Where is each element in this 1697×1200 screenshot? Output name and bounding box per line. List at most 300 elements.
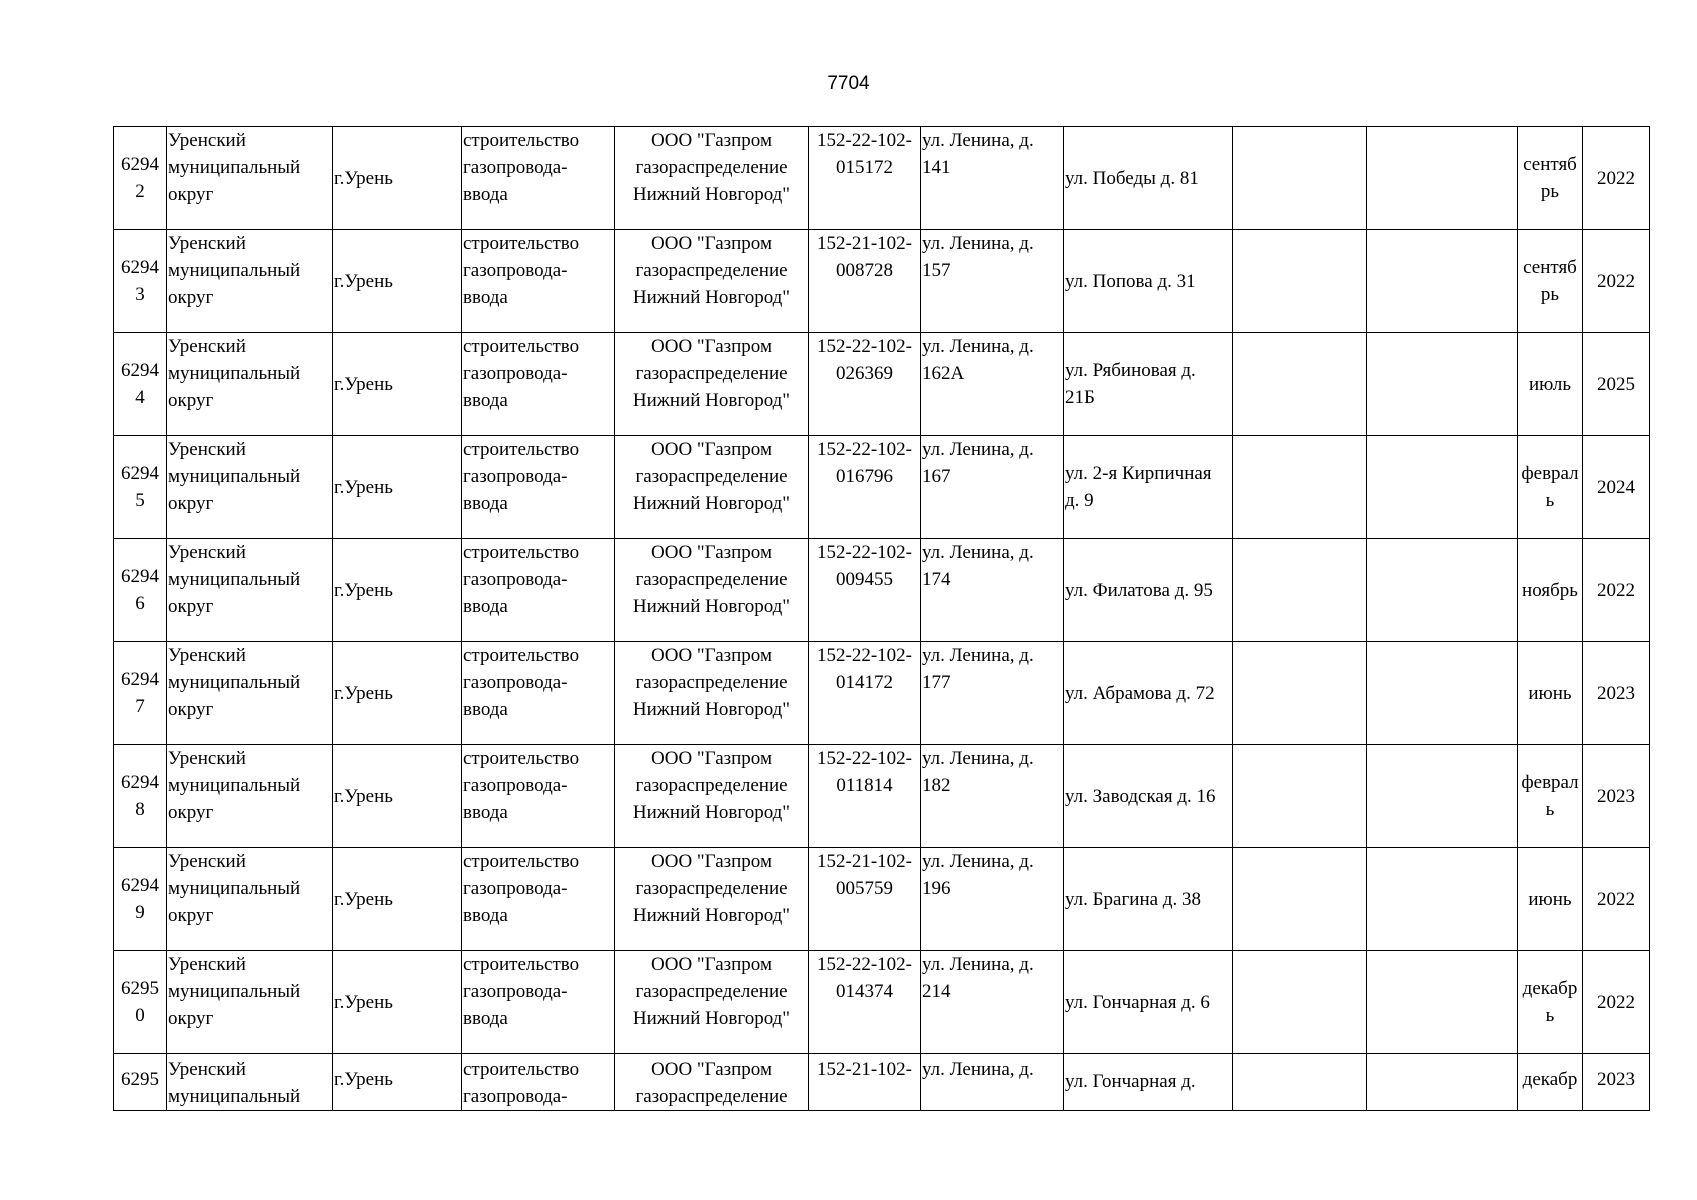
settlement-cell: г.Урень xyxy=(333,848,462,951)
district-cell-line: муниципальный xyxy=(168,260,301,281)
address-to-cell xyxy=(1064,1054,1233,1111)
work-type-cell xyxy=(462,127,615,230)
work-type-cell-line: ввода xyxy=(463,1008,508,1029)
work-type-cell-line: строительство xyxy=(463,336,580,357)
year-cell: 2022 xyxy=(1583,848,1650,951)
organization-cell-line: Нижний Новгород" xyxy=(632,802,791,823)
empty-cell xyxy=(1367,333,1518,436)
organization-cell-line: ООО "Газпром xyxy=(651,233,772,254)
district-cell-line: округ xyxy=(168,905,214,926)
work-type-cell-line: строительство xyxy=(463,645,580,666)
year-cell: 2022 xyxy=(1583,539,1650,642)
work-type-cell xyxy=(462,1054,615,1111)
application-number-cell xyxy=(809,539,921,642)
address-to-cell xyxy=(1064,848,1233,951)
work-type-cell-line: строительство xyxy=(463,748,580,769)
settlement-cell: г.Урень xyxy=(333,642,462,745)
settlement-cell: г.Урень xyxy=(333,539,462,642)
address-to-cell xyxy=(1064,539,1233,642)
month-cell-line: ь xyxy=(1545,799,1555,820)
empty-cell xyxy=(1367,539,1518,642)
work-type-cell xyxy=(462,951,615,1054)
district-cell-line: Уренский xyxy=(168,233,246,254)
address-to-cell-line: ул. Гончарная д. xyxy=(1065,1071,1196,1092)
month-cell xyxy=(1518,127,1583,230)
year-cell: 2023 xyxy=(1583,1054,1650,1111)
work-type-cell xyxy=(462,848,615,951)
address-to-cell xyxy=(1064,642,1233,745)
organization-cell-line: газораспределение xyxy=(635,157,788,178)
empty-cell xyxy=(1233,951,1367,1054)
district-cell xyxy=(167,127,333,230)
address-from-cell-line: ул. Ленина, д. xyxy=(922,233,1034,254)
application-number-cell-line: 008728 xyxy=(836,260,893,281)
district-cell-line: округ xyxy=(168,596,214,617)
empty-cell xyxy=(1233,848,1367,951)
address-to-cell-line: ул. Филатова д. 95 xyxy=(1065,579,1213,601)
organization-cell-line: ООО "Газпром xyxy=(651,130,772,151)
address-from-cell xyxy=(921,1054,1064,1111)
work-type-cell-line: газопровода- xyxy=(463,672,568,693)
address-to-cell-line: ул. Абрамова д. 72 xyxy=(1065,682,1215,704)
work-type-cell xyxy=(462,642,615,745)
organization-cell-line: Нижний Новгород" xyxy=(632,596,791,617)
address-from-cell-line: 214 xyxy=(922,981,951,1002)
work-type-cell-line: строительство xyxy=(463,439,580,460)
table-row xyxy=(114,642,1650,745)
empty-cell xyxy=(1367,127,1518,230)
address-from-cell-line: ул. Ленина, д. xyxy=(922,645,1034,666)
empty-cell xyxy=(1233,127,1367,230)
record-number-line: 6294 xyxy=(121,257,159,278)
work-type-cell xyxy=(462,230,615,333)
address-to-cell xyxy=(1064,436,1233,539)
month-cell-line: феврал xyxy=(1521,463,1579,484)
work-type-cell xyxy=(462,745,615,848)
application-number-cell-line: 152-22-102- xyxy=(817,954,912,975)
district-cell-line: Уренский xyxy=(168,130,246,151)
record-number xyxy=(114,745,167,848)
address-from-cell-line: ул. Ленина, д. xyxy=(922,336,1034,357)
month-cell xyxy=(1518,333,1583,436)
month-cell xyxy=(1518,436,1583,539)
application-number-cell xyxy=(809,745,921,848)
month-cell xyxy=(1518,1054,1583,1111)
month-cell-line: декабр xyxy=(1522,978,1578,999)
district-cell xyxy=(167,848,333,951)
application-number-cell-line: 152-22-102- xyxy=(817,130,912,151)
work-type-cell-line: газопровода- xyxy=(463,569,568,590)
district-cell xyxy=(167,642,333,745)
work-type-cell xyxy=(462,539,615,642)
address-to-cell xyxy=(1064,127,1233,230)
address-from-cell xyxy=(921,745,1064,848)
year-cell: 2023 xyxy=(1583,745,1650,848)
work-type-cell-line: ввода xyxy=(463,596,508,617)
month-cell xyxy=(1518,951,1583,1054)
district-cell-line: муниципальный xyxy=(168,466,301,487)
application-number-cell-line: 152-22-102- xyxy=(817,542,912,563)
address-to-cell xyxy=(1064,745,1233,848)
settlement-cell: г.Урень xyxy=(333,745,462,848)
district-cell-line: округ xyxy=(168,1008,214,1029)
address-to-cell-line: ул. Гончарная д. 6 xyxy=(1065,991,1210,1013)
organization-cell-line: газораспределение xyxy=(635,260,788,281)
record-number-line: 6294 xyxy=(121,875,159,896)
district-cell-line: Уренский xyxy=(168,748,246,769)
organization-cell xyxy=(615,436,809,539)
address-from-cell xyxy=(921,539,1064,642)
empty-cell xyxy=(1233,333,1367,436)
address-to-cell-line: ул. Победы д. 81 xyxy=(1065,167,1199,189)
month-cell-line: рь xyxy=(1540,284,1560,305)
organization-cell xyxy=(615,951,809,1054)
settlement-cell: г.Урень xyxy=(333,230,462,333)
month-cell-line: июнь xyxy=(1528,682,1572,704)
year-cell: 2022 xyxy=(1583,951,1650,1054)
work-type-cell-line: ввода xyxy=(463,493,508,514)
record-number-line: 6294 xyxy=(121,566,159,587)
application-number-cell xyxy=(809,127,921,230)
organization-cell-line: газораспределение xyxy=(635,363,788,384)
table-row xyxy=(114,745,1650,848)
work-type-cell-line: ввода xyxy=(463,390,508,411)
organization-cell-line: газораспределение xyxy=(635,672,788,693)
district-cell-line: округ xyxy=(168,184,214,205)
record-number-line: 6295 xyxy=(121,978,159,999)
address-from-cell xyxy=(921,230,1064,333)
district-cell-line: Уренский xyxy=(168,954,246,975)
organization-cell-line: ООО "Газпром xyxy=(651,439,772,460)
record-number xyxy=(114,230,167,333)
month-cell-line: июнь xyxy=(1528,888,1572,910)
work-type-cell-line: газопровода- xyxy=(463,878,568,899)
record-number-line: 6294 xyxy=(121,154,159,175)
year-cell: 2024 xyxy=(1583,436,1650,539)
organization-cell-line: газораспределение xyxy=(635,1086,788,1107)
record-number-line: 6294 xyxy=(121,463,159,484)
application-number-cell xyxy=(809,848,921,951)
organization-cell-line: ООО "Газпром xyxy=(651,1059,772,1080)
work-type-cell xyxy=(462,333,615,436)
record-number-line: 2 xyxy=(135,181,145,202)
district-cell-line: Уренский xyxy=(168,645,246,666)
empty-cell xyxy=(1367,848,1518,951)
district-cell-line: муниципальный xyxy=(168,157,301,178)
district-cell-line: округ xyxy=(168,699,214,720)
district-cell-line: Уренский xyxy=(168,336,246,357)
work-type-cell-line: газопровода- xyxy=(463,981,568,1002)
address-from-cell-line: ул. Ленина, д. xyxy=(922,1059,1034,1080)
organization-cell xyxy=(615,230,809,333)
district-cell xyxy=(167,230,333,333)
record-number xyxy=(114,848,167,951)
record-number-line: 6294 xyxy=(121,772,159,793)
record-number-line: 6 xyxy=(135,593,145,614)
organization-cell-line: ООО "Газпром xyxy=(651,645,772,666)
month-cell-line: ноябрь xyxy=(1522,579,1578,601)
record-number-line: 5 xyxy=(135,490,145,511)
record-number xyxy=(114,951,167,1054)
empty-cell xyxy=(1233,539,1367,642)
settlement-cell: г.Урень xyxy=(333,436,462,539)
table-row xyxy=(114,951,1650,1054)
work-type-cell-line: строительство xyxy=(463,954,580,975)
month-cell-line: сентяб xyxy=(1523,257,1577,278)
empty-cell xyxy=(1367,745,1518,848)
work-type-cell-line: строительство xyxy=(463,130,580,151)
address-from-cell-line: 167 xyxy=(922,466,951,487)
organization-cell-line: Нижний Новгород" xyxy=(632,184,791,205)
address-to-cell xyxy=(1064,333,1233,436)
record-number-line: 6294 xyxy=(121,669,159,690)
organization-cell-line: Нижний Новгород" xyxy=(632,1008,791,1029)
work-type-cell-line: ввода xyxy=(463,802,508,823)
application-number-cell-line: 152-22-102- xyxy=(817,439,912,460)
organization-cell-line: газораспределение xyxy=(635,466,788,487)
record-number xyxy=(114,333,167,436)
address-to-cell xyxy=(1064,951,1233,1054)
table-row xyxy=(114,333,1650,436)
application-number-cell-line: 152-22-102- xyxy=(817,645,912,666)
application-number-cell-line: 005759 xyxy=(836,878,893,899)
application-number-cell xyxy=(809,230,921,333)
address-from-cell-line: ул. Ленина, д. xyxy=(922,851,1034,872)
organization-cell-line: ООО "Газпром xyxy=(651,748,772,769)
organization-cell xyxy=(615,848,809,951)
record-number-line: 7 xyxy=(135,696,145,717)
table-row xyxy=(114,230,1650,333)
application-number-cell-line: 152-22-102- xyxy=(817,336,912,357)
year-cell: 2022 xyxy=(1583,127,1650,230)
district-cell xyxy=(167,745,333,848)
district-cell-line: Уренский xyxy=(168,542,246,563)
year-cell: 2023 xyxy=(1583,642,1650,745)
district-cell-line: муниципальный xyxy=(168,363,301,384)
application-number-cell-line: 152-21-102- xyxy=(817,1059,912,1080)
month-cell-line: июль xyxy=(1528,373,1572,395)
month-cell xyxy=(1518,539,1583,642)
district-cell-line: Уренский xyxy=(168,439,246,460)
work-type-cell-line: строительство xyxy=(463,542,580,563)
record-number-line: 8 xyxy=(135,799,145,820)
address-from-cell-line: 162А xyxy=(922,363,965,384)
district-cell xyxy=(167,951,333,1054)
address-from-cell-line: ул. Ленина, д. xyxy=(922,439,1034,460)
work-type-cell-line: газопровода- xyxy=(463,157,568,178)
district-cell xyxy=(167,436,333,539)
address-to-cell-line: ул. Рябиновая д. xyxy=(1065,360,1196,381)
organization-cell-line: Нижний Новгород" xyxy=(632,905,791,926)
work-type-cell-line: ввода xyxy=(463,287,508,308)
application-number-cell xyxy=(809,333,921,436)
organization-cell xyxy=(615,127,809,230)
record-number-line: 3 xyxy=(135,284,145,305)
organization-cell-line: Нижний Новгород" xyxy=(632,699,791,720)
record-number xyxy=(114,436,167,539)
address-from-cell-line: ул. Ленина, д. xyxy=(922,542,1034,563)
organization-cell-line: газораспределение xyxy=(635,878,788,899)
month-cell-line: феврал xyxy=(1521,772,1579,793)
record-number xyxy=(114,1054,167,1111)
address-to-cell-line: 21Б xyxy=(1065,387,1095,408)
month-cell xyxy=(1518,642,1583,745)
organization-cell-line: газораспределение xyxy=(635,981,788,1002)
application-number-cell-line: 009455 xyxy=(836,569,893,590)
work-type-cell-line: ввода xyxy=(463,184,508,205)
record-number xyxy=(114,539,167,642)
table-row xyxy=(114,539,1650,642)
application-number-cell-line: 152-21-102- xyxy=(817,233,912,254)
district-cell-line: муниципальный xyxy=(168,672,301,693)
district-cell-line: муниципальный xyxy=(168,981,301,1002)
organization-cell xyxy=(615,539,809,642)
record-number xyxy=(114,127,167,230)
year-cell: 2022 xyxy=(1583,230,1650,333)
organization-cell-line: Нижний Новгород" xyxy=(632,287,791,308)
work-type-cell-line: газопровода- xyxy=(463,775,568,796)
address-from-cell-line: ул. Ленина, д. xyxy=(922,748,1034,769)
page-number: 7704 xyxy=(827,73,870,94)
application-number-cell-line: 026369 xyxy=(836,363,893,384)
address-from-cell-line: 157 xyxy=(922,260,951,281)
table-row xyxy=(114,848,1650,951)
month-cell-line: ь xyxy=(1545,1005,1555,1026)
district-cell-line: муниципальный xyxy=(168,1086,301,1107)
table-row xyxy=(114,436,1650,539)
address-to-cell-line: ул. 2-я Кирпичная xyxy=(1065,463,1212,484)
record-number-line: 9 xyxy=(135,902,145,923)
settlement-cell: г.Урень xyxy=(333,1054,462,1111)
month-cell xyxy=(1518,230,1583,333)
district-cell-line: муниципальный xyxy=(168,775,301,796)
address-from-cell-line: ул. Ленина, д. xyxy=(922,954,1034,975)
district-cell xyxy=(167,539,333,642)
settlement-cell: г.Урень xyxy=(333,951,462,1054)
record-number xyxy=(114,642,167,745)
address-from-cell xyxy=(921,848,1064,951)
address-from-cell xyxy=(921,333,1064,436)
record-number-line: 6295 xyxy=(121,1069,159,1090)
table-body xyxy=(114,127,1650,1111)
year-cell: 2025 xyxy=(1583,333,1650,436)
organization-cell-line: ООО "Газпром xyxy=(651,336,772,357)
application-number-cell-line: 152-21-102- xyxy=(817,851,912,872)
month-cell xyxy=(1518,745,1583,848)
month-cell-line: ь xyxy=(1545,490,1555,511)
month-cell-line: рь xyxy=(1540,181,1560,202)
application-number-cell-line: 014172 xyxy=(836,672,893,693)
district-cell-line: муниципальный xyxy=(168,569,301,590)
district-cell xyxy=(167,333,333,436)
empty-cell xyxy=(1233,642,1367,745)
district-cell xyxy=(167,1054,333,1111)
record-number-line: 4 xyxy=(135,387,145,408)
organization-cell-line: ООО "Газпром xyxy=(651,851,772,872)
address-from-cell-line: 182 xyxy=(922,775,951,796)
month-cell xyxy=(1518,848,1583,951)
address-to-cell-line: д. 9 xyxy=(1065,490,1094,511)
organization-cell-line: Нижний Новгород" xyxy=(632,390,791,411)
address-from-cell-line: 177 xyxy=(922,672,951,693)
month-cell-line: сентяб xyxy=(1523,154,1577,175)
organization-cell-line: ООО "Газпром xyxy=(651,954,772,975)
empty-cell xyxy=(1367,1054,1518,1111)
empty-cell xyxy=(1367,951,1518,1054)
application-number-cell-line: 152-22-102- xyxy=(817,748,912,769)
work-type-cell-line: ввода xyxy=(463,699,508,720)
application-number-cell xyxy=(809,1054,921,1111)
organization-cell-line: газораспределение xyxy=(635,569,788,590)
address-to-cell-line: ул. Заводская д. 16 xyxy=(1065,785,1216,807)
work-type-cell-line: газопровода- xyxy=(463,466,568,487)
empty-cell xyxy=(1367,436,1518,539)
application-number-cell-line: 011814 xyxy=(836,775,893,796)
district-cell-line: округ xyxy=(168,390,214,411)
address-from-cell-line: 141 xyxy=(922,157,951,178)
work-type-cell-line: ввода xyxy=(463,905,508,926)
month-cell-line: декабр xyxy=(1522,1069,1578,1090)
empty-cell xyxy=(1367,642,1518,745)
organization-cell xyxy=(615,642,809,745)
work-type-cell-line: газопровода- xyxy=(463,363,568,384)
work-type-cell xyxy=(462,436,615,539)
district-cell-line: округ xyxy=(168,802,214,823)
organization-cell xyxy=(615,745,809,848)
address-to-cell-line: ул. Брагина д. 38 xyxy=(1065,888,1201,910)
empty-cell xyxy=(1233,230,1367,333)
empty-cell xyxy=(1233,436,1367,539)
address-from-cell xyxy=(921,951,1064,1054)
organization-cell-line: ООО "Газпром xyxy=(651,542,772,563)
table-row xyxy=(114,127,1650,230)
record-number-line: 6294 xyxy=(121,360,159,381)
organization-cell-line: газораспределение xyxy=(635,775,788,796)
settlement-cell: г.Урень xyxy=(333,333,462,436)
application-number-cell xyxy=(809,951,921,1054)
work-type-cell-line: газопровода- xyxy=(463,260,568,281)
address-from-cell xyxy=(921,127,1064,230)
work-type-cell-line: строительство xyxy=(463,233,580,254)
organization-cell xyxy=(615,1054,809,1111)
empty-cell xyxy=(1367,230,1518,333)
address-to-cell-line: ул. Попова д. 31 xyxy=(1065,270,1196,292)
application-number-cell-line: 016796 xyxy=(836,466,893,487)
district-cell-line: Уренский xyxy=(168,851,246,872)
district-cell-line: округ xyxy=(168,493,214,514)
empty-cell xyxy=(1233,1054,1367,1111)
gas-connection-table xyxy=(113,126,1650,1111)
settlement-cell: г.Урень xyxy=(333,127,462,230)
district-cell-line: муниципальный xyxy=(168,878,301,899)
address-from-cell-line: ул. Ленина, д. xyxy=(922,130,1034,151)
organization-cell-line: Нижний Новгород" xyxy=(632,493,791,514)
address-from-cell xyxy=(921,642,1064,745)
address-to-cell xyxy=(1064,230,1233,333)
application-number-cell-line: 015172 xyxy=(836,157,893,178)
empty-cell xyxy=(1233,745,1367,848)
record-number-line: 0 xyxy=(135,1005,145,1026)
application-number-cell xyxy=(809,436,921,539)
table-row xyxy=(114,1054,1650,1111)
district-cell-line: округ xyxy=(168,287,214,308)
work-type-cell-line: газопровода- xyxy=(463,1086,568,1107)
application-number-cell-line: 014374 xyxy=(836,981,893,1002)
work-type-cell-line: строительство xyxy=(463,851,580,872)
district-cell-line: Уренский xyxy=(168,1059,246,1080)
application-number-cell xyxy=(809,642,921,745)
address-from-cell-line: 196 xyxy=(922,878,951,899)
